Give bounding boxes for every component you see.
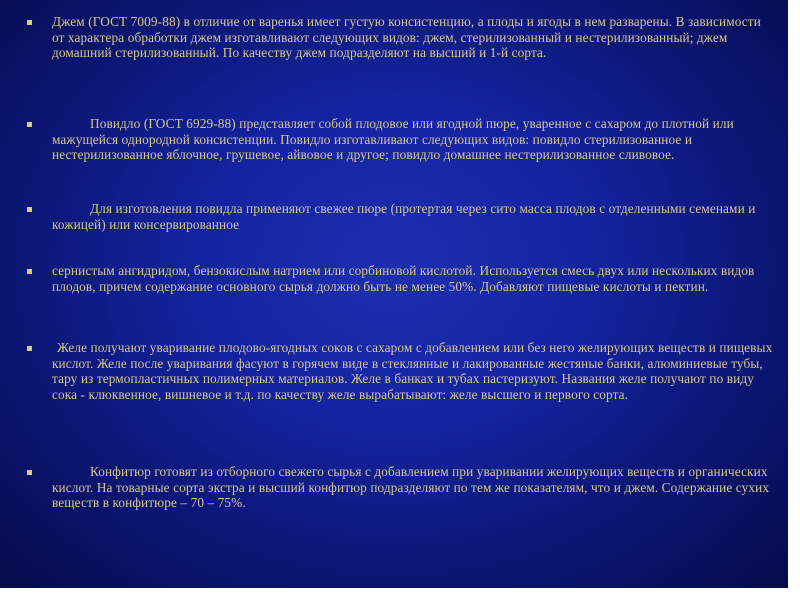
square-bullet-icon <box>27 470 32 475</box>
square-bullet-icon <box>27 346 32 351</box>
square-bullet-icon <box>27 20 32 25</box>
paragraph-text: Джем (ГОСТ 7009-88) в отличие от варенья имеет густую консистенцию, а плоды и ягоды в нем разварены. В зависимости от характера обработки джем изготавливают следующих видов: джем, стерилизованный и нестерилизованный; джем домашний стерилизованный. По качеству джем подразделяют на высший и 1-й сорта. <box>52 14 761 61</box>
paragraph-text: Конфитюр готовят из отборного свежего сырья с добавлением при уваривании желирующих веществ и органических кислот. На товарные сорта экстра и высший конфитюр подразделяют по тем же показателям, что и джем. Содержание сухих веществ в конфитюре – 70 – 75%. <box>52 464 770 511</box>
paragraph-jam <box>24 14 776 61</box>
square-bullet-icon <box>27 207 32 212</box>
paragraph-text: сернистым ангидридом, бензокислым натрием или сорбиновой кислотой. Используется смесь двух или нескольких видов плодов, причем содержание основного сырья должно быть не менее 50%. Добавляют пищевые кислоты и пектин. <box>52 263 755 294</box>
paragraph-preservatives <box>24 263 776 294</box>
square-bullet-icon <box>27 269 32 274</box>
paragraph-povidlo <box>24 116 776 163</box>
paragraph-povidlo-production <box>24 201 776 232</box>
paragraph-text: Желе получают уваривание плодово-ягодных соков с сахаром с добавлением или без него желирующих веществ и пищевых кислот. Желе после уваривания фасуют в горячем виде в стеклянные и лакированные жестяные банки, алюминиевые тубы, тару из термопластичных полимерных материалов. Желе в банках и тубах пастеризуют. Названия желе получают по виду сока - клюквенное, вишневое и т.д. по качеству желе вырабатывают: желе высшего и первого сорта. <box>52 340 773 402</box>
paragraph-text: Повидло (ГОСТ 6929-88) представляет собой плодовое или ягодной пюре, уваренное с сахаром до плотной или мажущейся однородной консистенции. Повидло изготавливают следующих видов: повидло стерилизованное и нестерилизованное яблочное, грушевое, айвовое и другое; повидло домашнее нестерилизованное сливовое. <box>52 116 734 163</box>
paragraph-jelly <box>24 340 776 402</box>
paragraph-confiture <box>24 464 776 511</box>
square-bullet-icon <box>27 122 32 127</box>
paragraph-text: Для изготовления повидла применяют свежее пюре (протертая через сито масса плодов с отделенными семенами и кожицей) или консервированное <box>52 201 756 232</box>
